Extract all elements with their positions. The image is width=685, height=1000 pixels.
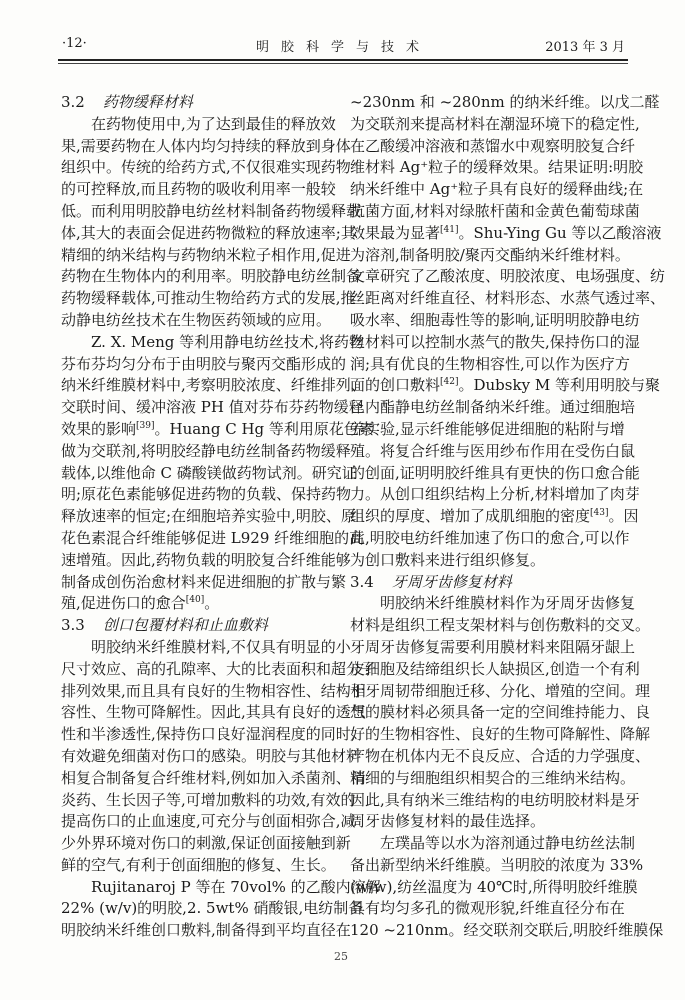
- text-line: 排列效果,而且具有良好的生物相容性、结构相: [61, 681, 366, 700]
- text-line: 22% (w/v)的明胶,2. 5wt% 硝酸银,电纺制备: [61, 899, 364, 918]
- text-line: 尺寸效应、高的孔隙率、大的比表面积和超分子: [61, 659, 377, 678]
- text-line: 炎药、生长因子等,可增加敷料的功效,有效的: [61, 790, 356, 809]
- text-line: 性和半渗透性,保持伤口良好湿润程度的同时,: [61, 725, 356, 744]
- text-line: 殖。将复合纤维与医用纱布作用在受伤白鼠: [350, 441, 636, 460]
- text-line: 相复合制备复合纤维材料,例如加入杀菌剂、消: [61, 768, 366, 787]
- text-line: 维材料 Ag⁺粒子的缓释效果。结果证明:明胶: [350, 158, 644, 177]
- text-segment: 面的创口敷料: [350, 376, 441, 395]
- text-line: 纳米纤维中 Ag⁺粒子具有良好的缓释曲线;在: [350, 180, 644, 199]
- header-rule-thin: [58, 63, 628, 64]
- text-line: [61, 593, 335, 615]
- text-line: 交联时间、缓冲溶液 PH 值对芬布芬药物缓释: [61, 398, 364, 417]
- text-line: 备出新型纳米纤维膜。当明胶的浓度为 33%: [350, 855, 644, 874]
- text-line: 提高伤口的止血速度,可充分与创面相弥合,减: [61, 812, 356, 831]
- text-line: 明胶纳米纤维膜材料作为牙周牙齿修复: [380, 594, 636, 613]
- text-line: 在药物使用中,为了达到最佳的释放效: [91, 114, 336, 133]
- issue-date: 2013 年 3 月: [545, 40, 625, 55]
- section-number: 3.3: [61, 616, 85, 635]
- text-segment: 组织的厚度、增加了成肌细胞的密度: [350, 507, 591, 526]
- text-segment: 。Shu-Ying Gu 等以乙酸溶液: [458, 223, 662, 242]
- text-line: Z. X. Meng 等利用静电纺丝技术,将药物: [91, 332, 364, 351]
- citation-ref: [39]: [136, 420, 155, 431]
- text-line: 产物在机体内无不良反应、合适的力学强度、: [350, 746, 651, 765]
- text-segment: 。: [204, 594, 220, 613]
- text-line: 精细的与细胞组织相契合的三维纳米结构。: [350, 768, 636, 787]
- text-line: 好的生物相容性、良好的生物可降解性、降解: [350, 725, 651, 744]
- journal-title: 明胶科学与技术: [255, 40, 431, 55]
- text-line: [350, 375, 660, 397]
- text-line: 力。从创口组织结构上分析,材料增加了肉芽: [350, 485, 640, 504]
- text-line: 在乙酸缓冲溶液和蒸馏水中观察明胶复合纤: [350, 136, 636, 155]
- right-column: [350, 92, 666, 942]
- citation-ref: [41]: [440, 224, 459, 235]
- text-line: 芬布芬均匀分布于由明胶与聚丙交酯形成的: [61, 354, 347, 373]
- text-line: 体,其大的表面会促进药物微粒的释放速率;其: [61, 223, 356, 242]
- text-line: 为创口敷料来进行组织修复。: [350, 550, 546, 569]
- text-line: 抗菌方面,材料对绿脓杆菌和金黄色葡萄球菌: [350, 201, 640, 220]
- text-line: 药物在生物体内的利用率。明胶静电纺丝制备: [61, 267, 362, 286]
- text-line: ~230nm 和 ~280nm 的纳米纤维。以戊二醛: [350, 93, 660, 111]
- text-line: 的创面,证明明胶纤维具有更快的伤口愈合能: [350, 463, 640, 482]
- text-line: 牙周牙齿修复需要利用膜材料来阻隔牙龈上: [350, 637, 636, 656]
- section-heading: [350, 572, 624, 594]
- text-line: 想的膜材料必须具备一定的空间维持能力、良: [350, 703, 651, 722]
- text-line: 丝距离对纤维直径、材料形态、水蒸气透过率、: [350, 289, 666, 308]
- text-line: 载体,以维他命 C 磷酸镁做药物试剂。研究证: [61, 463, 357, 482]
- text-line: 文章研究了乙酸浓度、明胶浓度、电场强度、纺: [350, 267, 666, 286]
- text-segment: 效果最为显著: [350, 223, 441, 242]
- running-header: [62, 36, 625, 56]
- text-line: 鲜的空气,有利于创面细胞的修复、生长。: [61, 855, 336, 874]
- text-line: 吸水率、细胞毒性等的影响,证明明胶静电纺: [350, 310, 640, 329]
- text-line: 左璞晶等以水为溶剂通过静电纺丝法制: [380, 834, 636, 853]
- text-segment: 。Dubsky M 等利用明胶与聚: [458, 376, 660, 395]
- text-line: 120 ~210nm。经交联剂交联后,明胶纤维膜保: [350, 921, 664, 940]
- text-line: 丝材料可以控制水蒸气的散失,保持伤口的湿: [350, 332, 640, 351]
- text-line: 明胶纳米纤维膜材料,不仅具有明显的小: [91, 637, 351, 656]
- text-line: 低。而利用明胶静电纺丝材料制备药物缓释载: [61, 201, 362, 220]
- text-line: 精细的纳米结构与药物纳米粒子相作用,促进: [61, 245, 351, 264]
- citation-ref: [43]: [590, 508, 609, 519]
- text-line: 纳米纤维膜材料中,考察明胶浓度、纤维排列、: [61, 376, 366, 395]
- text-line: 为溶剂,制备明胶/聚丙交酯纳米纤维材料。: [350, 245, 630, 264]
- page-number: 25: [334, 950, 348, 963]
- text-line: 的可控释放,而且药物的吸收利用率一般较: [61, 180, 336, 199]
- text-line: 容性、生物可降解性。因此,其具有良好的透气: [61, 703, 366, 722]
- text-line: 有效避免细菌对伤口的感染。明胶与其他材料: [61, 746, 362, 765]
- text-line: 明;原花色素能够促进药物的负载、保持药物: [61, 485, 352, 504]
- text-line: 药物缓释载体,可推动生物给药方式的发展,推: [61, 289, 356, 308]
- section-number: 3.2: [61, 93, 85, 111]
- text-line: 明胶纳米纤维创口敷料,制备得到平均直径在: [61, 921, 351, 940]
- text-line: 己内酯静电纺丝制备纳米纤维。通过细胞培: [350, 398, 636, 417]
- text-line: Rujitanaroj P 等在 70vol% 的乙酸内溶解: [91, 877, 381, 896]
- text-line: 制备成创伤治愈材料来促进细胞的扩散与繁: [61, 572, 347, 591]
- text-line: 材料是组织工程支架材料与创伤敷料的交叉。: [350, 616, 651, 635]
- text-line: [350, 223, 662, 245]
- text-line: 润;具有优良的生物相容性,可以作为医疗方: [350, 354, 630, 373]
- text-line: [61, 419, 374, 441]
- section-heading: [61, 615, 335, 637]
- text-segment: 效果的影响: [61, 419, 137, 438]
- text-line: 少外界环境对伤口的刺激,保证创面接触到新: [61, 834, 351, 853]
- text-line: 组织中。传统的给药方式,不仅很难实现药物: [61, 158, 351, 177]
- text-line: 养实验,显示纤维能够促进细胞的粘附与增: [350, 419, 625, 438]
- text-line: 皮细胞及结缔组织长人缺损区,创造一个有利: [350, 659, 640, 678]
- text-segment: 。因: [608, 507, 639, 526]
- text-line: 果,需要药物在人体内均匀持续的释放到身体: [61, 136, 351, 155]
- text-line: 于牙周韧带细胞迁移、分化、增殖的空间。理: [350, 681, 651, 700]
- section-title: 药物缓释材料: [102, 93, 193, 111]
- section-title: 创口包覆材料和止血敷料: [102, 616, 268, 635]
- section-heading: [61, 92, 335, 114]
- text-line: 此,明胶电纺纤维加速了伤口的愈合,可以作: [350, 528, 630, 547]
- text-line: 做为交联剂,将明胶经静电纺丝制备药物缓释: [61, 441, 351, 460]
- citation-ref: [40]: [185, 595, 205, 606]
- section-title: 牙周牙齿修复材料: [391, 572, 512, 591]
- text-line: 周牙齿修复材料的最佳选择。: [350, 812, 546, 831]
- section-number: 3.4: [350, 572, 374, 591]
- text-segment: 殖,促进伤口的愈合: [61, 594, 186, 613]
- citation-ref: [42]: [440, 377, 459, 388]
- header-rule: [58, 59, 628, 61]
- text-line: 动静电纺丝技术在生物医药领域的应用。: [61, 310, 332, 329]
- text-line: 具有均匀多孔的微观形貌,纤维直径分布在: [350, 899, 625, 918]
- text-line: 释放速率的恒定;在细胞培养实验中,明胶、原: [61, 507, 356, 526]
- text-line: 花色素混合纤维能够促进 L929 纤维细胞的高: [61, 528, 365, 547]
- text-line: (w/w),纺丝温度为 40℃时,所得明胶纤维膜: [350, 877, 638, 896]
- text-segment: 。Huang C Hg 等利用原花色素: [154, 419, 374, 438]
- text-line: 为交联剂来提高材料在潮湿环境下的稳定性,: [350, 114, 640, 133]
- page-label: ·12·: [62, 36, 87, 51]
- text-line: [350, 506, 639, 528]
- text-line: 速增殖。因此,药物负载的明胶复合纤维能够: [61, 550, 351, 569]
- text-line: 因此,具有纳米三维结构的电纺明胶材料是牙: [350, 790, 640, 809]
